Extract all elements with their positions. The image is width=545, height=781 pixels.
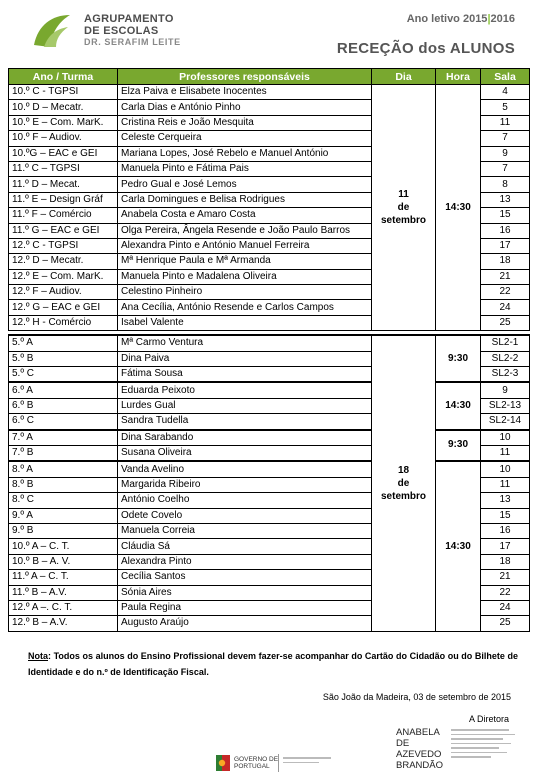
room-cell: 24 <box>481 600 530 615</box>
room-cell: 22 <box>481 585 530 600</box>
class-cell: 8.º B <box>9 477 118 492</box>
teachers-cell: Carla Domingues e Belisa Rodrigues <box>118 192 372 207</box>
col-header-dia: Dia <box>372 69 436 85</box>
teachers-cell: Mª Henrique Paula e Mª Armanda <box>118 254 372 269</box>
day-text-line: de <box>397 202 410 214</box>
class-cell: 5.º A <box>9 335 118 351</box>
teachers-cell: Mª Carmo Ventura <box>118 335 372 351</box>
signer-name <box>396 727 446 771</box>
table-body <box>9 85 530 632</box>
room-cell: SL2-2 <box>481 351 530 366</box>
teachers-cell: Odete Covelo <box>118 508 372 523</box>
teachers-cell: Dina Paiva <box>118 351 372 366</box>
class-cell: 11.º F – Comércio <box>9 208 118 223</box>
col-header-hora: Hora <box>436 69 481 85</box>
page-title: RECEÇÃO dos ALUNOS <box>336 40 515 57</box>
class-cell: 12.º F – Audiov. <box>9 285 118 300</box>
place-date: São João da Madeira, 03 de setembro de 2015 <box>322 692 511 702</box>
table-header-row <box>9 69 530 85</box>
signer-role: A Diretora <box>468 714 509 724</box>
note-paragraph <box>28 648 518 680</box>
teachers-cell: Carla Dias e António Pinho <box>118 100 372 115</box>
day-text-line: de <box>397 477 410 489</box>
teachers-cell: Susana Oliveira <box>118 445 372 461</box>
class-cell: 12.º A –. C. T. <box>9 600 118 615</box>
teachers-cell: Manuela Correia <box>118 523 372 538</box>
class-cell: 10.º D – Mecatr. <box>9 100 118 115</box>
teachers-cell: Ana Cecília, António Resende e Carlos Campos <box>118 300 372 315</box>
class-cell: 7.º B <box>9 445 118 461</box>
room-cell: 5 <box>481 100 530 115</box>
ministry-label <box>283 757 333 769</box>
teachers-cell: Sandra Tudella <box>118 414 372 430</box>
school-year-label: Ano letivo 2015 <box>406 13 488 25</box>
teachers-cell: Alexandra Pinto <box>118 554 372 569</box>
col-header-sala: Sala <box>481 69 530 85</box>
class-cell: 10.º A – C. T. <box>9 539 118 554</box>
class-cell: 11.º B – A.V. <box>9 585 118 600</box>
room-cell: 13 <box>481 493 530 508</box>
room-cell: 13 <box>481 192 530 207</box>
class-cell: 12.º H - Comércio <box>9 315 118 330</box>
room-cell: SL2-1 <box>481 335 530 351</box>
time-cell: 14:30 <box>436 382 481 429</box>
col-header-professores: Professores responsáveis <box>118 69 372 85</box>
signer-name-line1: ANABELA DE <box>396 727 440 749</box>
government-label-line1: GOVERNO DE <box>234 756 279 763</box>
room-cell: 10 <box>481 461 530 477</box>
room-cell: 25 <box>481 315 530 330</box>
teachers-cell: Anabela Costa e Amaro Costa <box>118 208 372 223</box>
digital-signature-details <box>451 729 517 769</box>
class-cell: 12.º B – A.V. <box>9 616 118 631</box>
class-cell: 10.º F – Audiov. <box>9 131 118 146</box>
class-cell: 12.º C - TGPSI <box>9 238 118 253</box>
teachers-cell: Manuela Pinto e Fátima Pais <box>118 161 372 176</box>
footer-divider <box>278 754 279 772</box>
table-row <box>9 461 530 477</box>
table-row <box>9 335 530 351</box>
teachers-cell: Augusto Araújo <box>118 616 372 631</box>
class-cell: 6.º A <box>9 382 118 398</box>
class-cell: 12.º G – EAC e GEI <box>9 300 118 315</box>
class-cell: 8.º A <box>9 461 118 477</box>
teachers-cell: Cláudia Sá <box>118 539 372 554</box>
day-cell <box>372 335 436 631</box>
org-name-line2: DE ESCOLAS <box>84 25 159 37</box>
class-cell: 9.º B <box>9 523 118 538</box>
org-name-line3: DR. SERAFIM LEITE <box>84 37 181 47</box>
room-cell: 17 <box>481 539 530 554</box>
note-label: Nota <box>28 651 48 661</box>
teachers-cell: Pedro Gual e José Lemos <box>118 177 372 192</box>
teachers-cell: Mariana Lopes, José Rebelo e Manuel António <box>118 146 372 161</box>
class-cell: 11.º A – C. T. <box>9 570 118 585</box>
room-cell: 21 <box>481 570 530 585</box>
class-cell: 10.º E – Com. MarK. <box>9 115 118 130</box>
teachers-cell: Eduarda Peixoto <box>118 382 372 398</box>
room-cell: 11 <box>481 445 530 461</box>
document-header <box>0 0 545 66</box>
class-cell: 10.º B – A. V. <box>9 554 118 569</box>
room-cell: 15 <box>481 208 530 223</box>
room-cell: SL2-3 <box>481 367 530 383</box>
teachers-cell: Dina Sarabando <box>118 430 372 446</box>
day-text-line: setembro <box>380 490 426 502</box>
class-cell: 10.ºG – EAC e GEI <box>9 146 118 161</box>
teachers-cell: Manuela Pinto e Madalena Oliveira <box>118 269 372 284</box>
class-cell: 5.º B <box>9 351 118 366</box>
room-cell: 11 <box>481 115 530 130</box>
room-cell: 9 <box>481 146 530 161</box>
table-row <box>9 85 530 100</box>
day-text-line: 18 <box>397 464 410 476</box>
teachers-cell: Cristina Reis e João Mesquita <box>118 115 372 130</box>
time-cell: 14:30 <box>436 461 481 631</box>
room-cell: 18 <box>481 554 530 569</box>
room-cell: 18 <box>481 254 530 269</box>
class-cell: 11.º E – Design Gráf <box>9 192 118 207</box>
teachers-cell: Celeste Cerqueira <box>118 131 372 146</box>
class-cell: 5.º C <box>9 367 118 383</box>
note-text: : Todos os alunos do Ensino Profissional devem fazer-se acompanhar do Cartão do Cidadão ou do Bilhete de Identidade e do n.º de Identificação Fiscal. <box>28 651 518 677</box>
org-name-line1: AGRUPAMENTO <box>84 13 174 25</box>
room-cell: 22 <box>481 285 530 300</box>
teachers-cell: Alexandra Pinto e António Manuel Ferreira <box>118 238 372 253</box>
room-cell: 10 <box>481 430 530 446</box>
room-cell: 21 <box>481 269 530 284</box>
school-logo-icon <box>30 11 74 51</box>
signer-name-line2: AZEVEDO <box>396 749 442 760</box>
class-cell: 7.º A <box>9 430 118 446</box>
room-cell: SL2-14 <box>481 414 530 430</box>
room-cell: 16 <box>481 223 530 238</box>
room-cell: 7 <box>481 161 530 176</box>
teachers-cell: Cecília Santos <box>118 570 372 585</box>
signer-name-line3: BRANDÃO <box>396 760 443 771</box>
class-cell: 6.º B <box>9 398 118 413</box>
class-cell: 11.º G – EAC e GEI <box>9 223 118 238</box>
teachers-cell: Lurdes Gual <box>118 398 372 413</box>
teachers-cell: Elza Paiva e Elisabete Inocentes <box>118 85 372 100</box>
room-cell: 9 <box>481 382 530 398</box>
government-label-line2: PORTUGAL <box>234 763 270 770</box>
reception-schedule-table <box>8 68 530 632</box>
teachers-cell: Paula Regina <box>118 600 372 615</box>
table-row <box>9 382 530 398</box>
time-cell: 9:30 <box>436 430 481 462</box>
room-cell: 8 <box>481 177 530 192</box>
room-cell: 4 <box>481 85 530 100</box>
portugal-emblem-icon <box>216 755 230 771</box>
class-cell: 12.º E – Com. MarK. <box>9 269 118 284</box>
col-header-turma: Ano / Turma <box>9 69 118 85</box>
table-row <box>9 430 530 446</box>
room-cell: 15 <box>481 508 530 523</box>
teachers-cell: António Coelho <box>118 493 372 508</box>
class-cell: 11.º D – Mecat. <box>9 177 118 192</box>
day-cell <box>372 85 436 331</box>
room-cell: 24 <box>481 300 530 315</box>
teachers-cell: Vanda Avelino <box>118 461 372 477</box>
teachers-cell: Margarida Ribeiro <box>118 477 372 492</box>
class-cell: 11.º C – TGPSI <box>9 161 118 176</box>
teachers-cell: Celestino Pinheiro <box>118 285 372 300</box>
room-cell: 17 <box>481 238 530 253</box>
class-cell: 10.º C - TGPSI <box>9 85 118 100</box>
room-cell: 11 <box>481 477 530 492</box>
class-cell: 6.º C <box>9 414 118 430</box>
teachers-cell: Fátima Sousa <box>118 367 372 383</box>
teachers-cell: Isabel Valente <box>118 315 372 330</box>
class-cell: 12.º D – Mecatr. <box>9 254 118 269</box>
class-cell: 8.º C <box>9 493 118 508</box>
room-cell: SL2-13 <box>481 398 530 413</box>
time-cell: 9:30 <box>436 335 481 382</box>
school-year <box>407 13 515 25</box>
day-text-line: 11 <box>398 189 409 201</box>
government-label <box>234 756 278 770</box>
room-cell: 7 <box>481 131 530 146</box>
school-year-end: 2016 <box>490 13 515 25</box>
day-text-line: setembro <box>380 215 426 227</box>
school-year-separator: | <box>487 13 491 25</box>
room-cell: 16 <box>481 523 530 538</box>
government-footer <box>216 752 336 774</box>
teachers-cell: Olga Pereira, Ângela Resende e João Paulo Barros <box>118 223 372 238</box>
class-cell: 9.º A <box>9 508 118 523</box>
room-cell: 25 <box>481 616 530 631</box>
time-cell: 14:30 <box>436 85 481 331</box>
teachers-cell: Sónia Aires <box>118 585 372 600</box>
